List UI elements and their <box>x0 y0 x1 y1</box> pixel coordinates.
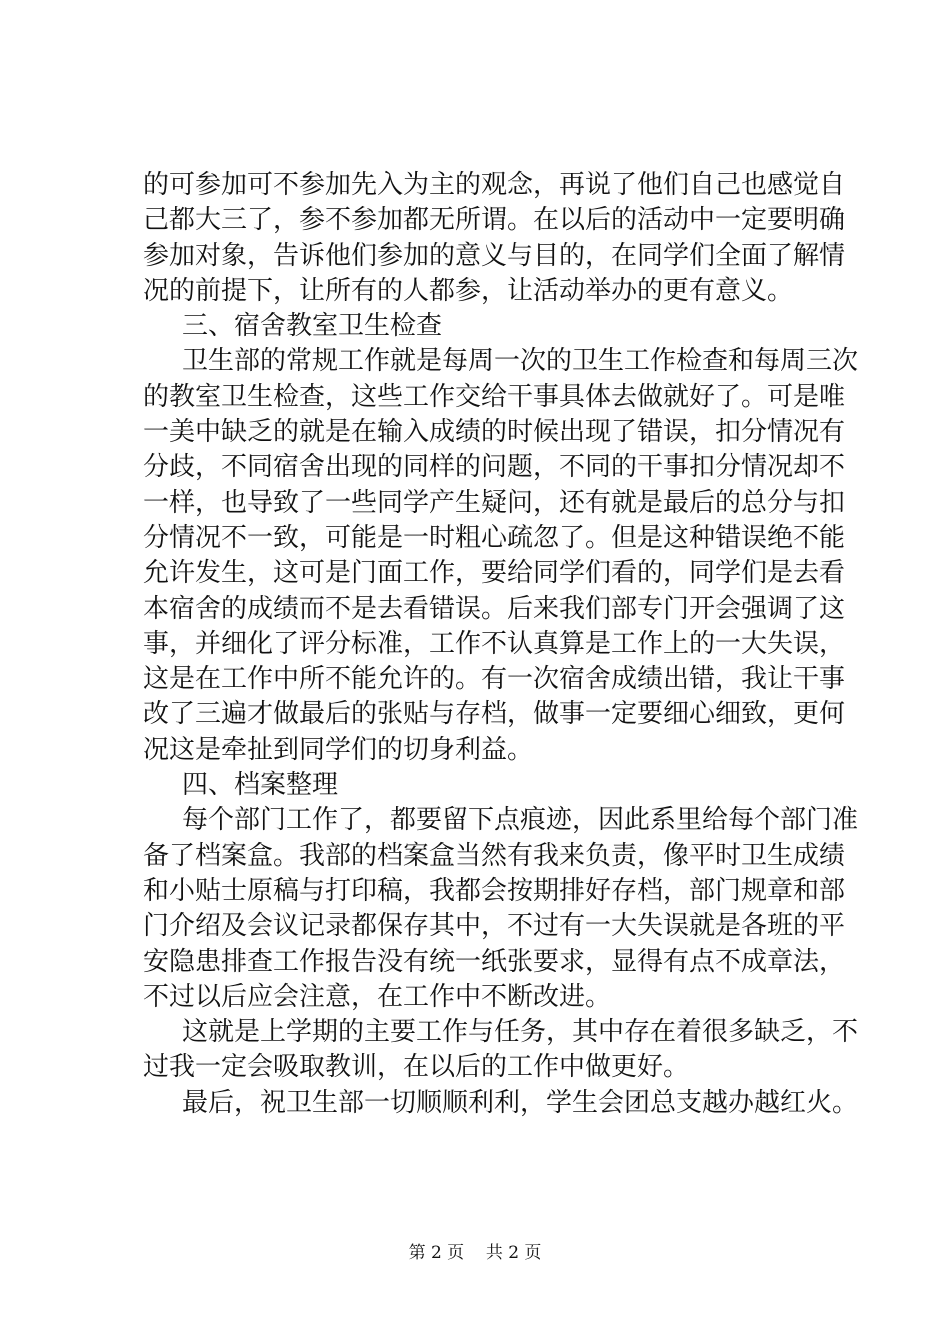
text-line: 一样，也导致了一些同学产生疑问，还有就是最后的总分与扣 <box>143 487 846 518</box>
text-line: 况的前提下，让所有的人都参，让活动举办的更有意义。 <box>143 275 794 306</box>
text-line: 一美中缺乏的就是在输入成绩的时候出现了错误，扣分情况有 <box>143 417 846 448</box>
text-line: 备了档案盒。我部的档案盒当然有我来负责，像平时卫生成绩 <box>143 840 846 871</box>
text-line: 安隐患排查工作报告没有统一纸张要求，显得有点不成章法， <box>143 946 846 977</box>
text-line: 的可参加可不参加先入为主的观念，再说了他们自己也感觉自 <box>143 170 846 200</box>
text-line: 不过以后应会注意，在工作中不断改进。 <box>143 981 612 1012</box>
text-line: 允许发生，这可是门面工作，要给同学们看的，同学们是去看 <box>143 558 846 589</box>
text-line: 事，并细化了评分标准，工作不认真算是工作上的一大失误， <box>143 628 846 659</box>
text-line: 的教室卫生检查，这些工作交给干事具体去做就好了。可是唯 <box>143 381 846 412</box>
text-line: 过我一定会吸取教训，在以后的工作中做更好。 <box>143 1052 690 1083</box>
page-number: 第 2 页 <box>408 1243 465 1263</box>
text-line: 门介绍及会议记录都保存其中，不过有一大失误就是各班的平 <box>143 911 846 942</box>
text-line: 这就是上学期的主要工作与任务，其中存在着很多缺乏，不 <box>182 1017 859 1048</box>
text-line: 分歧，不同宿舍出现的同样的问题，不同的干事扣分情况却不 <box>143 452 846 483</box>
text-line: 每个部门工作了，都要留下点痕迹，因此系里给每个部门准 <box>182 805 859 836</box>
page-total: 共 2 页 <box>485 1243 542 1263</box>
document-body <box>143 168 859 1121</box>
text-line: 参加对象，告诉他们参加的意义与目的，在同学们全面了解情 <box>143 240 846 271</box>
text-line: 卫生部的常规工作就是每周一次的卫生工作检查和每周三次 <box>182 346 859 377</box>
page-footer <box>0 1242 950 1264</box>
text-line: 己都大三了，参不参加都无所谓。在以后的活动中一定要明确 <box>143 205 846 236</box>
text-line: 分情况不一致，可能是一时粗心疏忽了。但是这种错误绝不能 <box>143 522 846 553</box>
text-line: 四、档案整理 <box>182 770 339 801</box>
text-line: 况这是牵扯到同学们的切身利益。 <box>143 734 534 765</box>
text-line: 三、宿舍教室卫生检查 <box>182 311 443 342</box>
text-line: 改了三遍才做最后的张贴与存档，做事一定要细心细致，更何 <box>143 699 846 730</box>
text-line: 最后，祝卫生部一切顺顺利利，学生会团总支越办越红火。 <box>182 1087 859 1118</box>
text-line: 和小贴士原稿与打印稿，我都会按期排好存档，部门规章和部 <box>143 875 846 906</box>
text-line: 这是在工作中所不能允许的。有一次宿舍成绩出错，我让干事 <box>143 664 846 695</box>
text-line: 本宿舍的成绩而不是去看错误。后来我们部专门开会强调了这 <box>143 593 846 624</box>
